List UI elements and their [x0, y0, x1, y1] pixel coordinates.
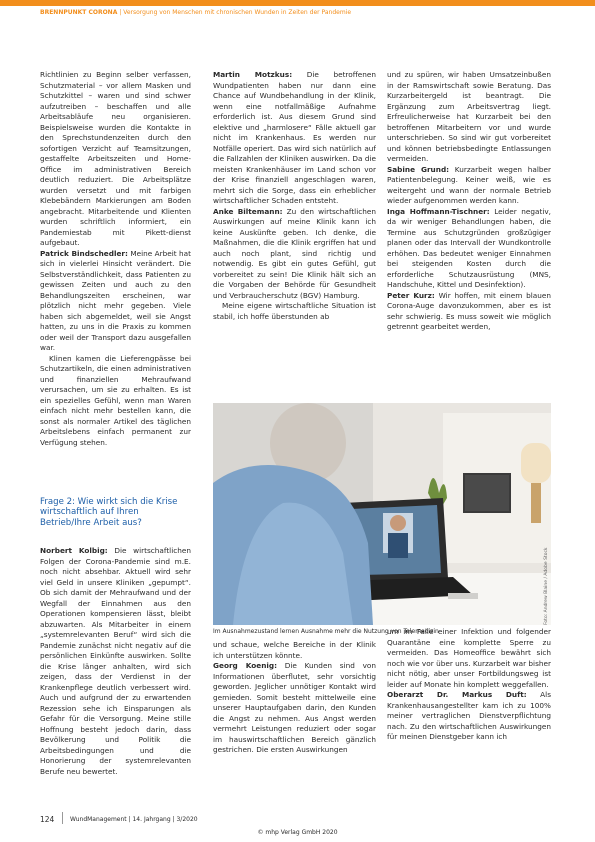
paragraph: und zu spüren, wir haben Umsatzeinbußen in der Ramswirtschaft sowie Beratung. Das Kurzarbeitergeld ist beantragt. Die Ergänzung zum Arbeitsvertrag liegt. Erfreulicherweise hat Kurzarbeit bei den betroffenen Mitarbeitern vor und wurde unterschrieben. So sind wir gut vorbereitet und können betriebsbedingte Entlassungen vermeiden. — [387, 70, 551, 163]
paragraph: Die betroffenen Wundpatienten haben nur dann eine Chance auf Wundbehandlung in der Klinik, wenn eine notfallmäßige Aufnahme erforderlich ist. Aus diesem Grund sind elektive und „harmlosere“ Fälle aktuell gar nicht im Krankenhaus. Es werden nur Notfälle operiert. Das wird sich natürlich auf die Fallzahlen der Kliniken auswirken. Da die meisten Krankenhäuser im Land schon vor der Krise finanziell angeschlagen waren, mehrt sich die Sorge, dass ein erheblicher wirtschaftlicher Schaden entsteht. — [213, 70, 376, 205]
paragraph: und schaue, welche Bereiche in der Klinik ich unterstützen könnte. — [213, 640, 376, 660]
header-bar — [0, 0, 595, 6]
paragraph: Leider negativ, da wir weniger Behandlungen haben, die Termine aus Schutzgründen großzügiger planen oder das Intervall der Wundkontrolle erhöhen. Das bedeutet weniger Einnahmen bei steigenden Kosten durch die erforderliche Schutzausrüstung (MNS, Handschuhe, Kittel und Desinfektion). — [387, 206, 551, 289]
column-2-bottom — [213, 640, 376, 810]
paragraph: Wir hoffen, mit einem blauen Corona-Auge davonzukommen, aber es ist sehr schwierig. Es muss soweit wie möglich getrennt gearbeitet werden, — [387, 290, 551, 331]
photo-illustration — [213, 403, 551, 625]
paragraph: Meine Arbeit hat sich in vielerlei Hinsicht verändert. Die Selbstverständlichkeit, dass Patienten zu gewissen Zeiten und auch zu den Behandlungszeiten erscheinen, war plötzlich nicht mehr gegeben. Viele haben sich abgemeldet, weil sie Angst hatten, zu uns in die Praxis zu kommen oder weil der Transport dazu ausgefallen war. — [40, 248, 191, 352]
journal-info: WundManagement | 14. Jahrgang | 3/2020 — [70, 816, 198, 823]
paragraph: Als Krankenhausangestellter kam ich zu 100% meiner vertraglichen Dienstverpflichtung nach. Zu den wirtschaftlichen Auswirkungen für meinen Dienstgeber kann ich — [387, 690, 551, 741]
header-running-title: BRENNPUNKT CORONA | Versorgung von Menschen mit chronischen Wunden in Zeiten der Pandemie — [40, 9, 352, 16]
speaker-name: Inga Hoffmann-Tischner: — [387, 206, 490, 216]
footer-divider — [62, 812, 63, 824]
header-subtitle: Versorgung von Menschen mit chronischen Wunden in Zeiten der Pandemie — [123, 9, 352, 16]
paragraph: Die Kunden sind von Informationen überflutet, sehr vorsichtig geworden. Jeglicher unnötiger Kontakt wird gemieden. Somit besteht mittelweile eine unserer Hauptaufgaben darin, den Kunden die Angst zu nehmen. Aus Angst werden vermehrt Leistungen reduziert oder sogar im hauswirtschaftlichen Bereich gänzlich gestrichen. Die ersten Auswirkungen — [213, 661, 376, 754]
column-1-top — [40, 70, 191, 484]
page-number: 124 — [40, 815, 55, 824]
speaker-name: Oberarzt Dr. Markus Duft: — [387, 690, 527, 699]
question-heading: Frage 2: Wie wirkt sich die Krise wirtschaftlich auf Ihren Betrieb/Ihre Arbeit aus? — [40, 497, 178, 528]
paragraph: um im Falle einer Infektion und folgender Quarantäne eine komplette Sperre zu vermeiden. Das Homeoffice bewährt sich noch wie vor über uns. Kurzarbeit war bisher nicht nötig, aber unser Fortbildungsweg ist leider auf Monate hin komplett weggefallen. — [387, 627, 551, 689]
column-2-top — [213, 70, 376, 388]
column-3-top — [387, 70, 551, 370]
telemedicine-photo — [213, 403, 551, 625]
speaker-name: Georg Koenig: — [213, 661, 278, 670]
photo-caption: Im Ausnahmezustand lernen Ausnahme mehr die Nutzung von Telemedizin — [213, 628, 439, 635]
paragraph: Klinen kamen die Lieferengpässe bei Schutzartikeln, die einen administrativen und finanziellen Mehraufwand verursachen, um sie zu erhalten. Es ist ein spezielles Gefühl, wenn man Waren einfach nicht mehr bestellen kann, die sonst als normaler Artikel des täglichen Arbeitslebens einfach permanent zur Verfügung stehen. — [40, 353, 191, 447]
speaker-name: Patrick Bindschedler: — [40, 248, 128, 258]
speaker-name: Sabine Grund: — [387, 164, 450, 174]
column-1-bottom — [40, 546, 191, 808]
column-3-bottom — [387, 627, 551, 810]
speaker-name: Anke Biltemann: — [213, 206, 283, 216]
paragraph: Richtlinien zu Beginn selber verfassen, Schutzmaterial – vor allem Masken und Schutzkittel – waren und sind schwer aufzutreiben – beschaffen und alle Arbeitsabläufe neu organisieren. Beispielsweise wurden die Kontakte in den Sprechstundenzeiten durch den sofortigen Verzicht auf Teamsitzungen, gestaffelte Arbeitszeiten und Home-Office im administrativen Bereich deutlich reduziert. Die Arbeitsplätze wurden versetzt und mit farbigen Klebebändern Markierungen am Boden angebracht. Mitarbeitende und Klienten wurden schriftlich informiert, ein Pandemiestab mit Pikett-dienst aufgebaut. — [40, 70, 191, 247]
paragraph: Die wirtschaftlichen Folgen der Corona-Pandemie sind m.E. noch nicht absehbar. Aktuell wird sehr viel Geld in unsere Kliniken „gepumpt“. Ob sich damit der Mehraufwand und der Wegfall der Einnahmen aus den Operationen kompensieren lässt, bleibt abzuwarten. Als Mitarbeiter in einem „systemrelevanten Beruf“ wird sich die Pandemie zunächst nicht negativ auf die persönlichen Einkünfte auswirken. Sollte die Krise länger anhalten, wird sich zeigen, dass der Verdienst in der Krankenpflege deutlich verbessert wird. Auch und aufgrund der zu erwartenden Rezession sehe ich Einsparungen als Gefahr für die Versorgung. Meine stille Hoffnung besteht jedoch darin, dass Bevölkerung und Politik die Arbeitsbedingungen und die Honorierung der systemrelevanten Berufe neu bewertet. — [40, 546, 191, 776]
photo-credit: Foto: Andrew Blaine / Adobe Stock — [544, 547, 549, 625]
speaker-name: Martin Motzkus: — [213, 70, 293, 79]
copyright: © mhp Verlag GmbH 2020 — [257, 829, 338, 836]
paragraph: Meine eigene wirtschaftliche Situation ist stabil, ich hoffe überstunden ab — [213, 301, 376, 321]
header-tag: BRENNPUNKT CORONA — [40, 9, 118, 16]
speaker-name: Norbert Kolbig: — [40, 546, 108, 555]
paragraph: Zu den wirtschaftlichen Auswirkungen auf meine Klinik kann ich keine Auskünfte geben. Ich denke, die Maßnahmen, die die Klinik ergriffen hat und auch noch plant, sind richtig und notwendig. Es gibt ein gutes Gefühl, gut vorbereitet zu sein! Die Klinik hält sich an die Vorgaben der Behörde für Gesundheit und Verbraucherschutz (BGV) Hamburg. — [213, 206, 376, 300]
speaker-name: Peter Kurz: — [387, 290, 435, 300]
paragraph: Kurzarbeit wegen halber Patientenbelegung. Keiner weiß, wie es weitergeht und wann der normale Betrieb wieder aufgenommen werden kann. — [387, 164, 551, 205]
